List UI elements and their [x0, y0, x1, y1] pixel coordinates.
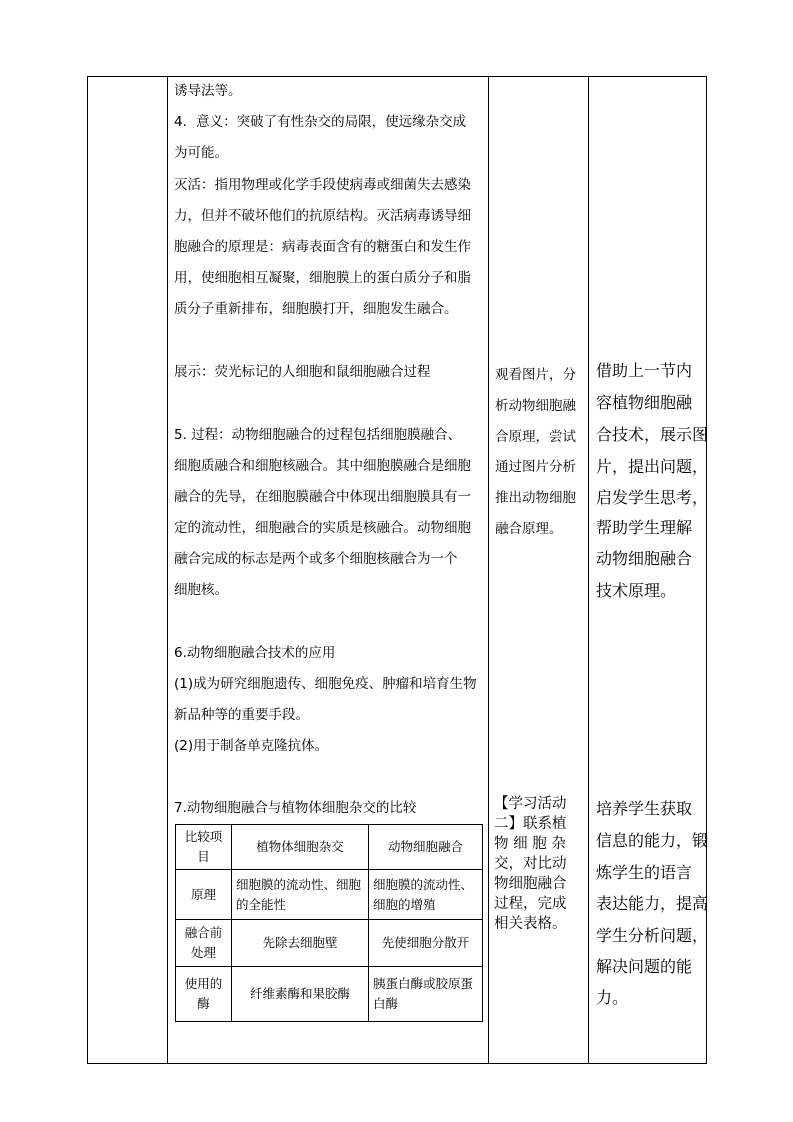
design-intent-line: 解决问题的能 [596, 957, 693, 976]
student-activity-line: 二】联系植 [494, 816, 567, 832]
table-header-cell: 比较项目 [176, 825, 232, 870]
student-activity-line: 融合原理。 [495, 521, 563, 537]
content-line: 新品种等的重要手段。 [174, 707, 309, 723]
content-line: 5. 过程：动物细胞融合的过程包括细胞膜融合、 [174, 427, 462, 443]
table-row [176, 870, 483, 920]
student-activity-line: 推出动物细胞 [495, 490, 576, 506]
content-line: 融合的先导，在细胞膜融合中体现出细胞膜具有一 [174, 489, 471, 505]
design-intent-line: 借助上一节内 [596, 361, 693, 380]
content-line: 质分子重新排布，细胞膜打开，细胞发生融合。 [174, 301, 458, 317]
design-intent-line: 合技术，展示图 [596, 425, 709, 444]
table-cell: 先使细胞分散开 [369, 920, 483, 967]
column-divider-2 [488, 76, 489, 1064]
table-cell: 原理 [176, 870, 232, 920]
student-activity-line: 通过图片分析 [495, 459, 576, 475]
content-line: 展示：荧光标记的人细胞和鼠细胞融合过程 [174, 364, 431, 380]
design-intent-line: 容植物细胞融 [596, 393, 693, 412]
content-line: 细胞质融合和细胞核融合。其中细胞膜融合是细胞 [174, 458, 471, 474]
table-cell: 使用的酶 [176, 967, 232, 1022]
student-activity-line: 相关表格。 [494, 916, 567, 932]
table-cell: 胰蛋白酶或胶原蛋白酶 [369, 967, 483, 1022]
table-row [176, 967, 483, 1022]
content-line: (2)用于制备单克隆抗体。 [174, 738, 329, 754]
design-intent-line: 片，提出问题， [596, 457, 709, 476]
content-line: 诱导法等。 [174, 83, 242, 99]
content-line: 7.动物细胞融合与植物体细胞杂交的比较 [174, 800, 417, 816]
table-header-cell: 植物体细胞杂交 [232, 825, 369, 870]
student-activity-line: 观看图片，分 [495, 367, 576, 383]
table-cell: 细胞膜的流动性、细胞的全能性 [232, 870, 369, 920]
content-line: 4．意义：突破了有性杂交的局限，使远缘杂交成 [174, 114, 467, 130]
design-intent-line: 炼学生的语言 [596, 863, 693, 882]
comparison-table [175, 824, 483, 1022]
student-activity-line: 过程，完成 [494, 896, 567, 912]
student-activity-line: 【学习活动 [494, 796, 567, 812]
content-line: 融合完成的标志是两个或多个细胞核融合为一个 [174, 551, 458, 567]
design-intent-line: 学生分析问题， [596, 926, 709, 945]
table-cell: 细胞膜的流动性、细胞的增殖 [369, 870, 483, 920]
table-cell: 先除去细胞壁 [232, 920, 369, 967]
design-intent-line: 表达能力，提高 [596, 894, 709, 913]
student-activity-line: 物细胞融合 [494, 876, 567, 892]
table-cell: 融合前处理 [176, 920, 232, 967]
content-line: 6.动物细胞融合技术的应用 [174, 645, 336, 661]
design-intent-line: 启发学生思考， [596, 488, 709, 507]
content-line: 细胞核。 [174, 582, 228, 598]
content-line: 用，使细胞相互凝聚，细胞膜上的蛋白质分子和脂 [174, 270, 471, 286]
table-row [176, 825, 483, 870]
table-cell: 纤维素酶和果胶酶 [232, 967, 369, 1022]
design-intent-line: 动物细胞融合 [596, 549, 693, 568]
content-line: (1)成为研究细胞遗传、细胞免疫、肿瘤和培育生物 [174, 676, 477, 692]
design-intent-line: 信息的能力，锻 [596, 831, 709, 850]
design-intent-line: 技术原理。 [596, 581, 677, 600]
content-line: 灭活：指用物理或化学手段使病毒或细菌失去感染 [174, 177, 471, 193]
student-activity-line: 析动物细胞融 [495, 398, 576, 414]
table-header-cell: 动物细胞融合 [369, 825, 483, 870]
design-intent-line: 培养学生获取 [596, 799, 693, 818]
design-intent-line: 帮助学生理解 [596, 518, 693, 537]
content-line: 定的流动性，细胞融合的实质是核融合。动物细胞 [174, 520, 471, 536]
content-line: 为可能。 [174, 145, 228, 161]
design-intent-line: 力。 [596, 988, 629, 1007]
column-divider-3 [588, 76, 589, 1064]
student-activity-line: 合原理，尝试 [495, 429, 576, 445]
column-divider-1 [167, 76, 168, 1064]
content-line: 胞融合的原理是：病毒表面含有的糖蛋白和发生作 [174, 239, 471, 255]
content-line: 力，但并不破坏他们的抗原结构。灭活病毒诱导细 [174, 208, 471, 224]
table-row [176, 920, 483, 967]
student-activity-line: 交，对比动 [494, 856, 567, 872]
student-activity-line: 物 细 胞 杂 [494, 836, 566, 852]
